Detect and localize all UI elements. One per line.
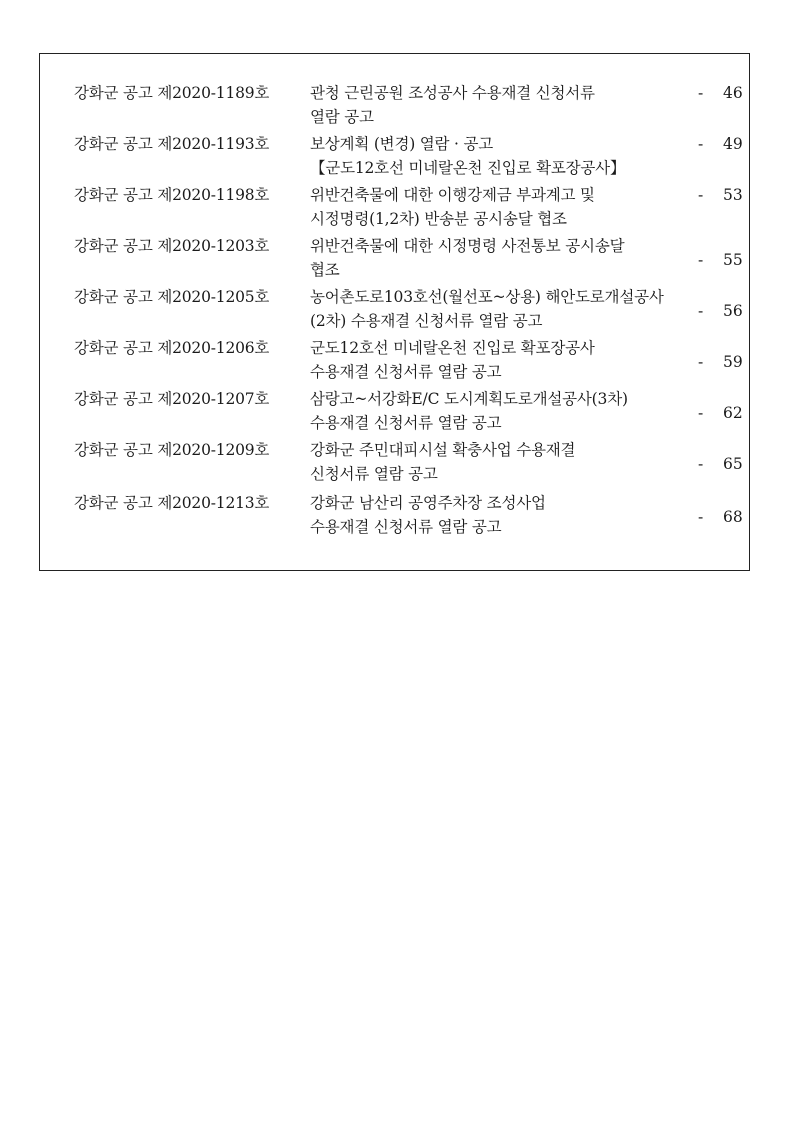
- notice-number: 강화군 공고 제2020-1203호: [74, 237, 270, 255]
- entry-title-line: 보상계획 (변경) 열람 · 공고: [310, 135, 494, 153]
- entry-title-line: 시정명령(1,2차) 반송분 공시송달 협조: [310, 210, 567, 228]
- leader-dash: -: [698, 135, 704, 153]
- leader-dash: -: [698, 251, 704, 269]
- entry-title: [310, 336, 705, 384]
- notice-number: 강화군 공고 제2020-1189호: [74, 84, 270, 102]
- leader-dash: -: [698, 508, 704, 526]
- notice-number: 강화군 공고 제2020-1207호: [74, 390, 270, 408]
- entry-title-line: 강화군 주민대피시설 확충사업 수용재결: [310, 441, 576, 459]
- entry-title-line: 수용재결 신청서류 열람 공고: [310, 363, 502, 381]
- leader-dash: -: [698, 404, 704, 422]
- entry-title-line: 【군도12호선 미네랄온천 진입로 확포장공사】: [310, 159, 626, 177]
- entry-title: [310, 285, 705, 333]
- entry-title: [310, 491, 705, 539]
- toc-entry: [40, 183, 749, 231]
- leader-dash: -: [698, 186, 704, 204]
- toc-entry: [40, 491, 749, 539]
- entry-title-line: 강화군 남산리 공영주차장 조성사업: [310, 494, 546, 512]
- entry-title: [310, 183, 705, 231]
- entry-title-line: 열람 공고: [310, 108, 374, 126]
- notice-number: 강화군 공고 제2020-1206호: [74, 339, 270, 357]
- page-number: 53: [723, 186, 743, 204]
- notice-number: 강화군 공고 제2020-1205호: [74, 288, 270, 306]
- page-number: 68: [723, 508, 743, 526]
- toc-entry: [40, 438, 749, 486]
- leader-dash: -: [698, 302, 704, 320]
- entry-title-line: (2차) 수용재결 신청서류 열람 공고: [310, 312, 543, 330]
- notice-number: 강화군 공고 제2020-1209호: [74, 441, 270, 459]
- page-number: 56: [723, 302, 743, 320]
- toc-entry: [40, 234, 749, 282]
- page-number: 49: [723, 135, 743, 153]
- entry-title-line: 위반건축물에 대한 이행강제금 부과계고 및: [310, 186, 595, 204]
- entry-title-line: 협조: [310, 261, 340, 279]
- notice-number: 강화군 공고 제2020-1193호: [74, 135, 270, 153]
- leader-dash: -: [698, 84, 704, 102]
- page-number: 55: [723, 251, 743, 269]
- entry-title: [310, 234, 705, 282]
- entry-title: [310, 438, 705, 486]
- table-of-contents: [39, 53, 750, 571]
- toc-entry: [40, 387, 749, 435]
- entry-title: [310, 81, 705, 129]
- entry-title-line: 수용재결 신청서류 열람 공고: [310, 518, 502, 536]
- page-number: 59: [723, 353, 743, 371]
- notice-number: 강화군 공고 제2020-1213호: [74, 494, 270, 512]
- entry-title: [310, 387, 705, 435]
- toc-entry: [40, 81, 749, 129]
- toc-entry: [40, 285, 749, 333]
- notice-number: 강화군 공고 제2020-1198호: [74, 186, 270, 204]
- toc-entry: [40, 336, 749, 384]
- page-number: 62: [723, 404, 743, 422]
- entry-title-line: 위반건축물에 대한 시정명령 사전통보 공시송달: [310, 237, 625, 255]
- entry-title-line: 수용재결 신청서류 열람 공고: [310, 414, 502, 432]
- entry-title-line: 신청서류 열람 공고: [310, 465, 438, 483]
- leader-dash: -: [698, 353, 704, 371]
- toc-entry: [40, 132, 749, 180]
- page-number: 46: [723, 84, 743, 102]
- entry-title-line: 농어촌도로103호선(월선포~상용) 해안도로개설공사: [310, 288, 664, 306]
- entry-title-line: 관청 근린공원 조성공사 수용재결 신청서류: [310, 84, 595, 102]
- page-number: 65: [723, 455, 743, 473]
- entry-title: [310, 132, 705, 180]
- entry-title-line: 군도12호선 미네랄온천 진입로 확포장공사: [310, 339, 595, 357]
- leader-dash: -: [698, 455, 704, 473]
- entry-title-line: 삼랑고~서강화E/C 도시계획도로개설공사(3차): [310, 390, 628, 408]
